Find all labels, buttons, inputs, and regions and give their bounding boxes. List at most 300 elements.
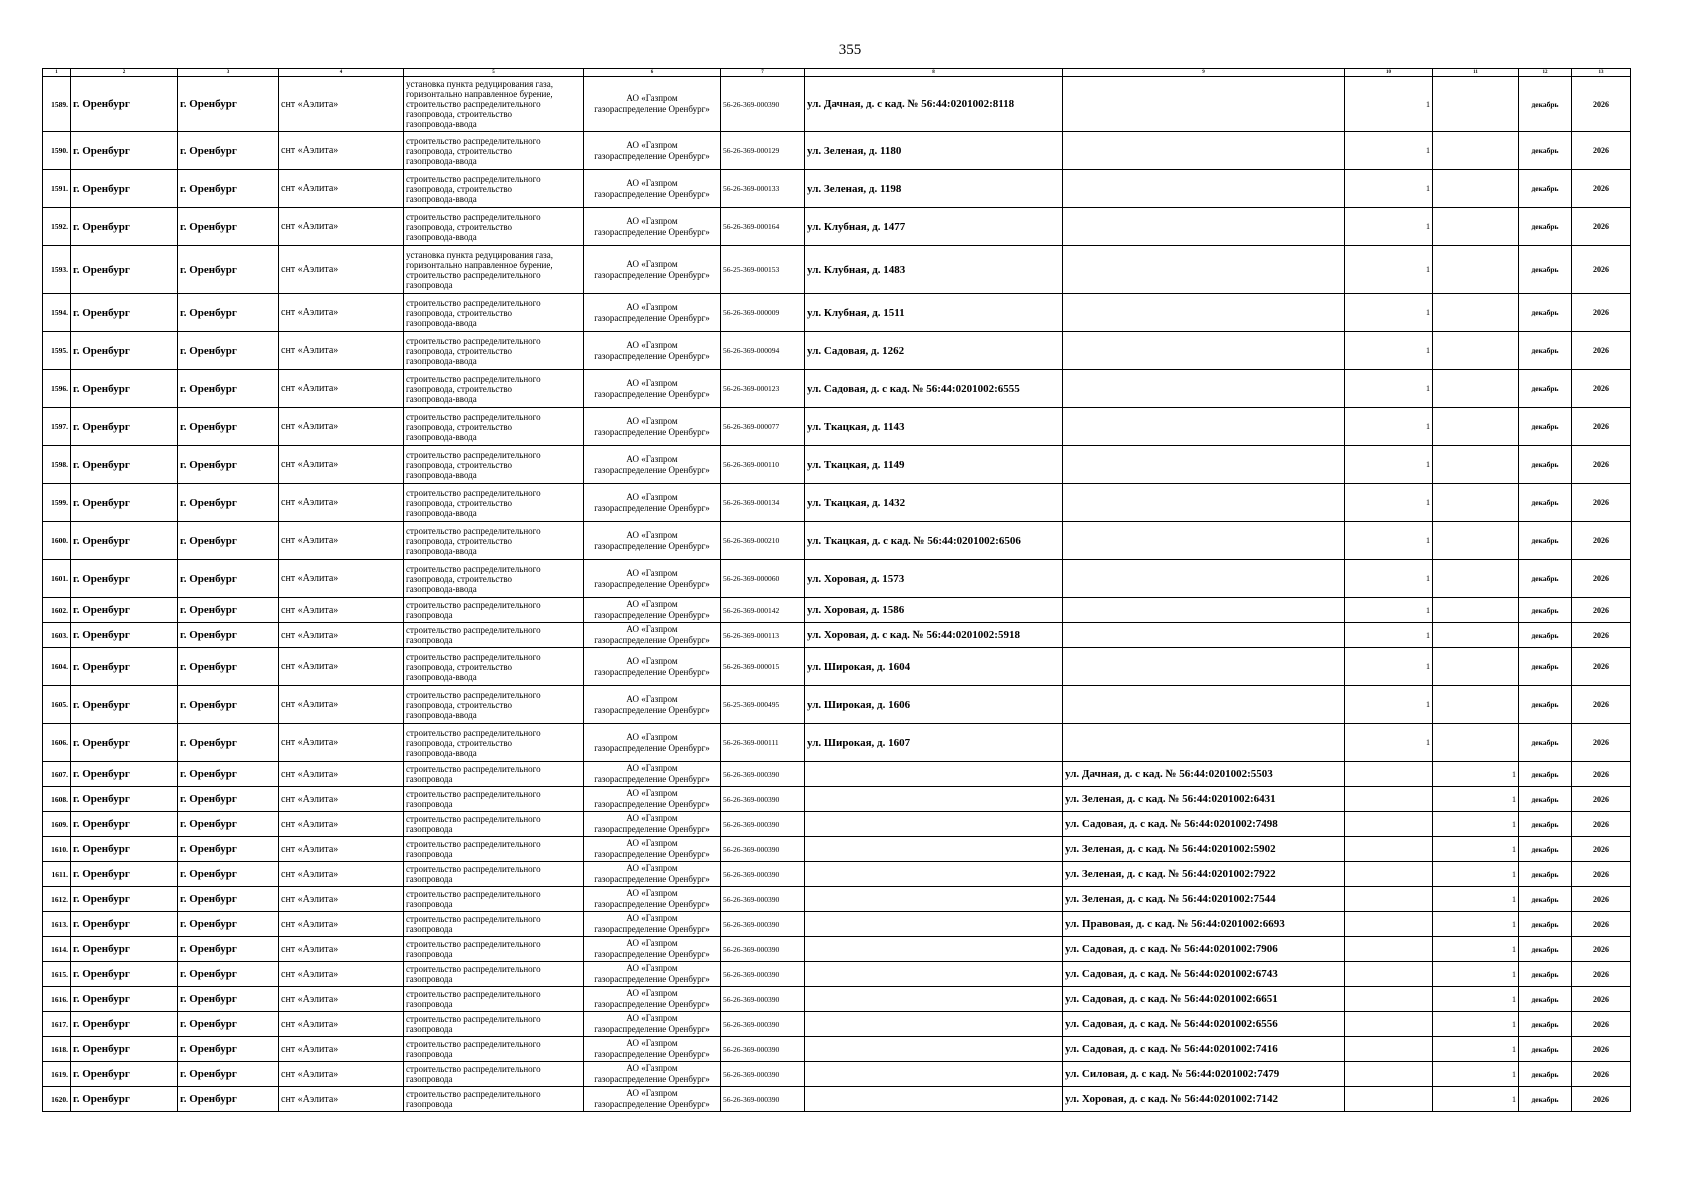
object-code-cell: 56-26-369-000164	[721, 208, 805, 246]
address-cell: ул. Клубная, д. 1477	[805, 208, 1063, 246]
address-cadastral-cell	[1063, 208, 1345, 246]
gas-company-line: АО «Газпром	[626, 963, 678, 973]
table-row	[43, 408, 1631, 446]
registry-table	[42, 68, 1631, 1112]
gas-company-line: АО «Газпром	[626, 491, 678, 502]
snt-cell: снт «Аэлита»	[279, 987, 404, 1012]
year-cell: 2026	[1572, 408, 1631, 446]
works-description-cell	[404, 987, 584, 1012]
year-cell: 2026	[1572, 887, 1631, 912]
municipality-cell: г. Оренбург	[71, 598, 178, 623]
gas-company-cell	[584, 246, 721, 294]
address-cell	[805, 1037, 1063, 1062]
gas-company-line: АО «Газпром	[626, 93, 678, 103]
works-description-line: газопровода-ввода	[406, 193, 477, 204]
year-cell: 2026	[1572, 862, 1631, 887]
count-cell-a: 1	[1345, 598, 1433, 623]
gas-company-line: АО «Газпром	[626, 888, 678, 898]
works-description-cell	[404, 332, 584, 370]
year-cell: 2026	[1572, 787, 1631, 812]
count-cell-b: 1	[1433, 762, 1519, 787]
column-number-header: 11	[1433, 69, 1519, 77]
settlement-cell: г. Оренбург	[178, 332, 279, 370]
settlement-cell: г. Оренбург	[178, 762, 279, 787]
table-row	[43, 446, 1631, 484]
works-description-line: установка пункта редуцирования газа,	[406, 249, 553, 260]
month-cell: декабрь	[1519, 294, 1572, 332]
gas-company-line: АО «Газпром	[626, 1088, 678, 1098]
works-description-cell	[404, 787, 584, 812]
month-cell: декабрь	[1519, 246, 1572, 294]
works-description-cell	[404, 812, 584, 837]
snt-cell: снт «Аэлита»	[279, 724, 404, 762]
gas-company-line: газораспределение Оренбург»	[594, 974, 710, 984]
gas-company-cell	[584, 77, 721, 132]
month-cell: декабрь	[1519, 132, 1572, 170]
works-description-cell	[404, 408, 584, 446]
address-cadastral-cell	[1063, 408, 1345, 446]
municipality-cell: г. Оренбург	[71, 648, 178, 686]
works-description-line: строительство распределительного	[406, 600, 541, 610]
row-number-cell: 1610.	[43, 837, 71, 862]
settlement-cell: г. Оренбург	[178, 937, 279, 962]
snt-cell: снт «Аэлита»	[279, 812, 404, 837]
settlement-cell: г. Оренбург	[178, 787, 279, 812]
snt-cell: снт «Аэлита»	[279, 1062, 404, 1087]
works-description-line: газопровода	[406, 774, 453, 784]
count-cell-b: 1	[1433, 812, 1519, 837]
works-description-line: газопровода	[406, 824, 453, 834]
municipality-cell: г. Оренбург	[71, 132, 178, 170]
settlement-cell: г. Оренбург	[178, 623, 279, 648]
gas-company-cell	[584, 762, 721, 787]
gas-company-cell	[584, 787, 721, 812]
object-code-cell: 56-26-369-000390	[721, 987, 805, 1012]
year-cell: 2026	[1572, 812, 1631, 837]
month-cell: декабрь	[1519, 962, 1572, 987]
address-cell: ул. Хоровая, д. с кад. № 56:44:0201002:5918	[805, 623, 1063, 648]
municipality-cell: г. Оренбург	[71, 170, 178, 208]
count-cell-b	[1433, 724, 1519, 762]
works-description-line: строительство распределительного	[406, 269, 541, 280]
table-row	[43, 724, 1631, 762]
gas-company-line: АО «Газпром	[626, 763, 678, 773]
works-description-line: газопровода, строительство	[406, 145, 513, 156]
table-row	[43, 1012, 1631, 1037]
settlement-cell: г. Оренбург	[178, 1087, 279, 1112]
row-number-cell: 1593.	[43, 246, 71, 294]
gas-company-line: АО «Газпром	[626, 177, 678, 188]
snt-cell: снт «Аэлита»	[279, 962, 404, 987]
municipality-cell: г. Оренбург	[71, 787, 178, 812]
gas-company-line: газораспределение Оренбург»	[594, 1074, 710, 1084]
gas-company-line: газораспределение Оренбург»	[594, 578, 710, 589]
address-cell	[805, 1087, 1063, 1112]
address-cadastral-cell: ул. Хоровая, д. с кад. № 56:44:0201002:7142	[1063, 1087, 1345, 1112]
gas-company-line: газораспределение Оренбург»	[594, 388, 710, 399]
gas-company-cell	[584, 1087, 721, 1112]
gas-company-cell	[584, 332, 721, 370]
object-code-cell: 56-26-369-000390	[721, 962, 805, 987]
table-row	[43, 862, 1631, 887]
gas-company-line: газораспределение Оренбург»	[594, 1099, 710, 1109]
row-number-cell: 1595.	[43, 332, 71, 370]
row-number-cell: 1615.	[43, 962, 71, 987]
count-cell-b: 1	[1433, 1012, 1519, 1037]
row-number-cell: 1608.	[43, 787, 71, 812]
count-cell-b: 1	[1433, 987, 1519, 1012]
table-row	[43, 937, 1631, 962]
count-cell-b	[1433, 560, 1519, 598]
row-number-cell: 1616.	[43, 987, 71, 1012]
municipality-cell: г. Оренбург	[71, 208, 178, 246]
municipality-cell: г. Оренбург	[71, 408, 178, 446]
table-row	[43, 962, 1631, 987]
works-description-line: строительство распределительного	[406, 964, 541, 974]
row-number-cell: 1599.	[43, 484, 71, 522]
gas-company-line: газораспределение Оренбург»	[594, 104, 710, 114]
settlement-cell: г. Оренбург	[178, 1037, 279, 1062]
row-number-cell: 1596.	[43, 370, 71, 408]
month-cell: декабрь	[1519, 1087, 1572, 1112]
gas-company-cell	[584, 887, 721, 912]
object-code-cell: 56-26-369-000390	[721, 1012, 805, 1037]
settlement-cell: г. Оренбург	[178, 598, 279, 623]
works-description-cell	[404, 560, 584, 598]
row-number-cell: 1609.	[43, 812, 71, 837]
row-number-cell: 1603.	[43, 623, 71, 648]
snt-cell: снт «Аэлита»	[279, 408, 404, 446]
snt-cell: снт «Аэлита»	[279, 560, 404, 598]
gas-company-line: АО «Газпром	[626, 258, 678, 269]
works-description-line: газопровода-ввода	[406, 393, 477, 404]
address-cadastral-cell: ул. Силовая, д. с кад. № 56:44:0201002:7479	[1063, 1062, 1345, 1087]
gas-company-line: АО «Газпром	[626, 139, 678, 150]
object-code-cell: 56-26-369-000210	[721, 522, 805, 560]
address-cell: ул. Ткацкая, д. с кад. № 56:44:0201002:6506	[805, 522, 1063, 560]
object-code-cell: 56-26-369-000390	[721, 887, 805, 912]
count-cell-b: 1	[1433, 1062, 1519, 1087]
row-number-cell: 1612.	[43, 887, 71, 912]
gas-company-line: АО «Газпром	[626, 813, 678, 823]
gas-company-cell	[584, 623, 721, 648]
gas-company-line: АО «Газпром	[626, 913, 678, 923]
count-cell-b	[1433, 408, 1519, 446]
month-cell: декабрь	[1519, 1037, 1572, 1062]
table-row	[43, 132, 1631, 170]
count-cell-a: 1	[1345, 446, 1433, 484]
row-number-cell: 1597.	[43, 408, 71, 446]
works-description-line: газопровода	[406, 974, 453, 984]
settlement-cell: г. Оренбург	[178, 77, 279, 132]
address-cell: ул. Зеленая, д. 1180	[805, 132, 1063, 170]
month-cell: декабрь	[1519, 77, 1572, 132]
address-cell: ул. Зеленая, д. 1198	[805, 170, 1063, 208]
address-cell: ул. Клубная, д. 1483	[805, 246, 1063, 294]
works-description-line: газопровода, строительство	[406, 383, 513, 394]
works-description-line: газопровода-ввода	[406, 671, 477, 682]
works-description-line: строительство распределительного	[406, 563, 541, 574]
settlement-cell: г. Оренбург	[178, 408, 279, 446]
works-description-line: строительство распределительного	[406, 651, 541, 662]
gas-company-line: газораспределение Оренбург»	[594, 849, 710, 859]
address-cadastral-cell	[1063, 484, 1345, 522]
row-number-cell: 1613.	[43, 912, 71, 937]
gas-company-cell	[584, 408, 721, 446]
gas-company-line: газораспределение Оренбург»	[594, 426, 710, 437]
works-description-cell	[404, 962, 584, 987]
settlement-cell: г. Оренбург	[178, 648, 279, 686]
count-cell-b	[1433, 686, 1519, 724]
gas-company-cell	[584, 170, 721, 208]
address-cell: ул. Садовая, д. с кад. № 56:44:0201002:6555	[805, 370, 1063, 408]
year-cell: 2026	[1572, 1012, 1631, 1037]
count-cell-b	[1433, 170, 1519, 208]
object-code-cell: 56-26-369-000009	[721, 294, 805, 332]
snt-cell: снт «Аэлита»	[279, 686, 404, 724]
address-cadastral-cell	[1063, 724, 1345, 762]
row-number-cell: 1617.	[43, 1012, 71, 1037]
works-description-line: строительство распределительного	[406, 297, 541, 308]
address-cell: ул. Садовая, д. 1262	[805, 332, 1063, 370]
year-cell: 2026	[1572, 522, 1631, 560]
column-number-header: 12	[1519, 69, 1572, 77]
address-cell: ул. Ткацкая, д. 1432	[805, 484, 1063, 522]
address-cadastral-cell	[1063, 598, 1345, 623]
snt-cell: снт «Аэлита»	[279, 1037, 404, 1062]
municipality-cell: г. Оренбург	[71, 1062, 178, 1087]
count-cell-b: 1	[1433, 962, 1519, 987]
table-row	[43, 246, 1631, 294]
gas-company-cell	[584, 862, 721, 887]
table-row	[43, 1062, 1631, 1087]
works-description-line: строительство распределительного	[406, 135, 541, 146]
gas-company-line: АО «Газпром	[626, 1038, 678, 1048]
month-cell: декабрь	[1519, 724, 1572, 762]
table-row	[43, 787, 1631, 812]
works-description-line: газопровода, строительство	[406, 183, 513, 194]
works-description-line: газопровода	[406, 635, 453, 645]
municipality-cell: г. Оренбург	[71, 77, 178, 132]
works-description-line: строительство распределительного	[406, 625, 541, 635]
gas-company-cell	[584, 1012, 721, 1037]
count-cell-a: 1	[1345, 686, 1433, 724]
count-cell-a: 1	[1345, 484, 1433, 522]
object-code-cell: 56-26-369-000390	[721, 1037, 805, 1062]
row-number-cell: 1592.	[43, 208, 71, 246]
works-description-line: газопровода	[406, 1074, 453, 1084]
object-code-cell: 56-26-369-000390	[721, 787, 805, 812]
works-description-line: газопровода-ввода	[406, 119, 477, 129]
count-cell-b: 1	[1433, 937, 1519, 962]
count-cell-a: 1	[1345, 724, 1433, 762]
count-cell-b	[1433, 294, 1519, 332]
works-description-line: газопровода	[406, 1049, 453, 1059]
column-number-header: 6	[584, 69, 721, 77]
works-description-cell	[404, 132, 584, 170]
address-cadastral-cell: ул. Зеленая, д. с кад. № 56:44:0201002:7922	[1063, 862, 1345, 887]
count-cell-b	[1433, 246, 1519, 294]
column-number-header: 4	[279, 69, 404, 77]
count-cell-b	[1433, 77, 1519, 132]
settlement-cell: г. Оренбург	[178, 862, 279, 887]
works-description-line: строительство распределительного	[406, 727, 541, 738]
row-number-cell: 1605.	[43, 686, 71, 724]
works-description-cell	[404, 77, 584, 132]
object-code-cell: 56-26-369-000015	[721, 648, 805, 686]
works-description-cell	[404, 762, 584, 787]
month-cell: декабрь	[1519, 937, 1572, 962]
snt-cell: снт «Аэлита»	[279, 246, 404, 294]
municipality-cell: г. Оренбург	[71, 837, 178, 862]
gas-company-line: АО «Газпром	[626, 215, 678, 226]
municipality-cell: г. Оренбург	[71, 887, 178, 912]
works-description-line: строительство распределительного	[406, 764, 541, 774]
table-row	[43, 170, 1631, 208]
row-number-cell: 1594.	[43, 294, 71, 332]
count-cell-a: 1	[1345, 332, 1433, 370]
address-cadastral-cell: ул. Садовая, д. с кад. № 56:44:0201002:7906	[1063, 937, 1345, 962]
count-cell-b	[1433, 648, 1519, 686]
column-number-header: 13	[1572, 69, 1631, 77]
works-description-line: газопровода	[406, 1099, 453, 1109]
gas-company-line: АО «Газпром	[626, 624, 678, 634]
works-description-line: газопровода	[406, 874, 453, 884]
address-cadastral-cell	[1063, 170, 1345, 208]
snt-cell: снт «Аэлита»	[279, 937, 404, 962]
object-code-cell: 56-25-369-000153	[721, 246, 805, 294]
gas-company-line: газораспределение Оренбург»	[594, 464, 710, 475]
year-cell: 2026	[1572, 623, 1631, 648]
gas-company-line: газораспределение Оренбург»	[594, 610, 710, 620]
address-cadastral-cell	[1063, 132, 1345, 170]
table-row	[43, 623, 1631, 648]
works-description-cell	[404, 724, 584, 762]
count-cell-a: 1	[1345, 77, 1433, 132]
year-cell: 2026	[1572, 598, 1631, 623]
month-cell: декабрь	[1519, 598, 1572, 623]
works-description-line: газопровода, строительство	[406, 737, 513, 748]
address-cell: ул. Клубная, д. 1511	[805, 294, 1063, 332]
municipality-cell: г. Оренбург	[71, 686, 178, 724]
works-description-line: газопровода, строительство	[406, 497, 513, 508]
year-cell: 2026	[1572, 762, 1631, 787]
works-description-line: газопровода, строительство	[406, 573, 513, 584]
count-cell-a	[1345, 762, 1433, 787]
count-cell-b	[1433, 446, 1519, 484]
count-cell-a	[1345, 812, 1433, 837]
count-cell-b: 1	[1433, 1087, 1519, 1112]
month-cell: декабрь	[1519, 762, 1572, 787]
object-code-cell: 56-26-369-000390	[721, 1087, 805, 1112]
gas-company-line: АО «Газпром	[626, 655, 678, 666]
snt-cell: снт «Аэлита»	[279, 837, 404, 862]
works-description-cell	[404, 208, 584, 246]
gas-company-line: АО «Газпром	[626, 567, 678, 578]
year-cell: 2026	[1572, 686, 1631, 724]
gas-company-cell	[584, 370, 721, 408]
count-cell-b: 1	[1433, 787, 1519, 812]
works-description-line: газопровода	[406, 279, 453, 290]
address-cadastral-cell: ул. Садовая, д. с кад. № 56:44:0201002:6743	[1063, 962, 1345, 987]
settlement-cell: г. Оренбург	[178, 170, 279, 208]
address-cadastral-cell: ул. Садовая, д. с кад. № 56:44:0201002:7416	[1063, 1037, 1345, 1062]
works-description-line: строительство распределительного	[406, 864, 541, 874]
count-cell-a: 1	[1345, 648, 1433, 686]
count-cell-a	[1345, 787, 1433, 812]
municipality-cell: г. Оренбург	[71, 937, 178, 962]
snt-cell: снт «Аэлита»	[279, 294, 404, 332]
municipality-cell: г. Оренбург	[71, 246, 178, 294]
object-code-cell: 56-26-369-000390	[721, 1062, 805, 1087]
month-cell: декабрь	[1519, 208, 1572, 246]
year-cell: 2026	[1572, 370, 1631, 408]
works-description-cell	[404, 246, 584, 294]
page-number: 355	[838, 42, 862, 58]
works-description-line: газопровода, строительство	[406, 345, 513, 356]
count-cell-b	[1433, 370, 1519, 408]
count-cell-a: 1	[1345, 294, 1433, 332]
gas-company-line: газораспределение Оренбург»	[594, 799, 710, 809]
works-description-line: газопровода	[406, 849, 453, 859]
address-cadastral-cell	[1063, 623, 1345, 648]
address-cadastral-cell	[1063, 648, 1345, 686]
works-description-line: газопровода-ввода	[406, 317, 477, 328]
settlement-cell: г. Оренбург	[178, 837, 279, 862]
object-code-cell: 56-26-369-000077	[721, 408, 805, 446]
address-cadastral-cell: ул. Дачная, д. с кад. № 56:44:0201002:5503	[1063, 762, 1345, 787]
month-cell: декабрь	[1519, 522, 1572, 560]
month-cell: декабрь	[1519, 987, 1572, 1012]
gas-company-cell	[584, 648, 721, 686]
works-description-cell	[404, 446, 584, 484]
count-cell-b: 1	[1433, 1037, 1519, 1062]
count-cell-a	[1345, 937, 1433, 962]
row-number-cell: 1614.	[43, 937, 71, 962]
count-cell-a: 1	[1345, 522, 1433, 560]
table-row	[43, 370, 1631, 408]
month-cell: декабрь	[1519, 332, 1572, 370]
settlement-cell: г. Оренбург	[178, 962, 279, 987]
row-number-cell: 1602.	[43, 598, 71, 623]
year-cell: 2026	[1572, 132, 1631, 170]
year-cell: 2026	[1572, 962, 1631, 987]
count-cell-a	[1345, 837, 1433, 862]
year-cell: 2026	[1572, 1062, 1631, 1087]
month-cell: декабрь	[1519, 484, 1572, 522]
gas-company-cell	[584, 446, 721, 484]
works-description-line: строительство распределительного	[406, 487, 541, 498]
works-description-line: строительство распределительного	[406, 211, 541, 222]
column-number-header: 7	[721, 69, 805, 77]
municipality-cell: г. Оренбург	[71, 623, 178, 648]
address-cadastral-cell: ул. Зеленая, д. с кад. № 56:44:0201002:5902	[1063, 837, 1345, 862]
gas-company-line: газораспределение Оренбург»	[594, 226, 710, 237]
row-number-cell: 1611.	[43, 862, 71, 887]
works-description-cell	[404, 484, 584, 522]
month-cell: декабрь	[1519, 1062, 1572, 1087]
table-row	[43, 812, 1631, 837]
municipality-cell: г. Оренбург	[71, 912, 178, 937]
year-cell: 2026	[1572, 1037, 1631, 1062]
count-cell-a	[1345, 1087, 1433, 1112]
table-row	[43, 77, 1631, 132]
count-cell-b	[1433, 623, 1519, 648]
month-cell: декабрь	[1519, 912, 1572, 937]
address-cell: ул. Дачная, д. с кад. № 56:44:0201002:8118	[805, 77, 1063, 132]
gas-company-line: газораспределение Оренбург»	[594, 502, 710, 513]
works-description-line: газопровода, строительство	[406, 699, 513, 710]
